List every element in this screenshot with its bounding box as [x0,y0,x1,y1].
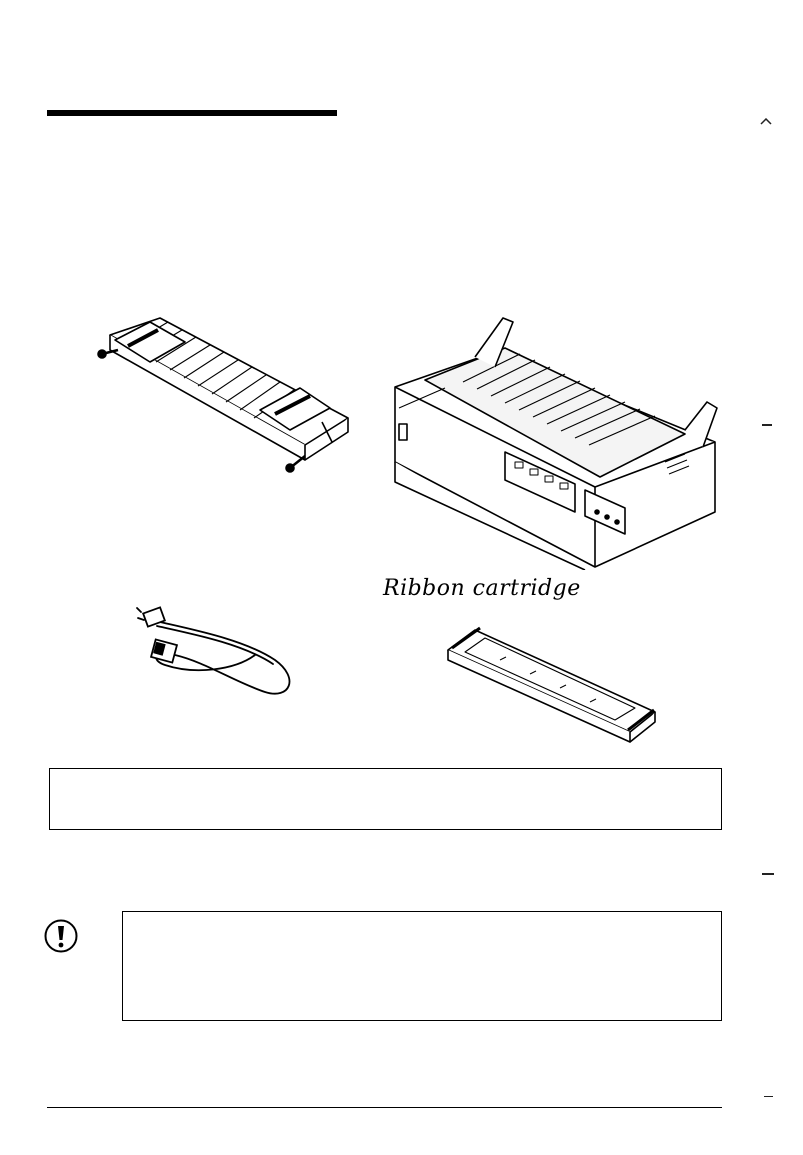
paper-guide-illustration [90,310,355,480]
ribbon-cartridge-caption: Ribbon cartridge [383,576,581,601]
dot-matrix-printer-illustration [385,312,725,570]
heading-rule [47,110,337,116]
margin-mark [764,1096,773,1097]
margin-mark [760,118,772,126]
footer-rule [47,1107,722,1108]
margin-mark [762,873,774,875]
power-cord-illustration [135,600,305,705]
ribbon-cartridge-illustration [440,620,665,745]
caution-box [122,911,722,1021]
note-box [49,768,722,830]
margin-mark [762,424,772,426]
caution-exclamation-icon [43,918,79,954]
